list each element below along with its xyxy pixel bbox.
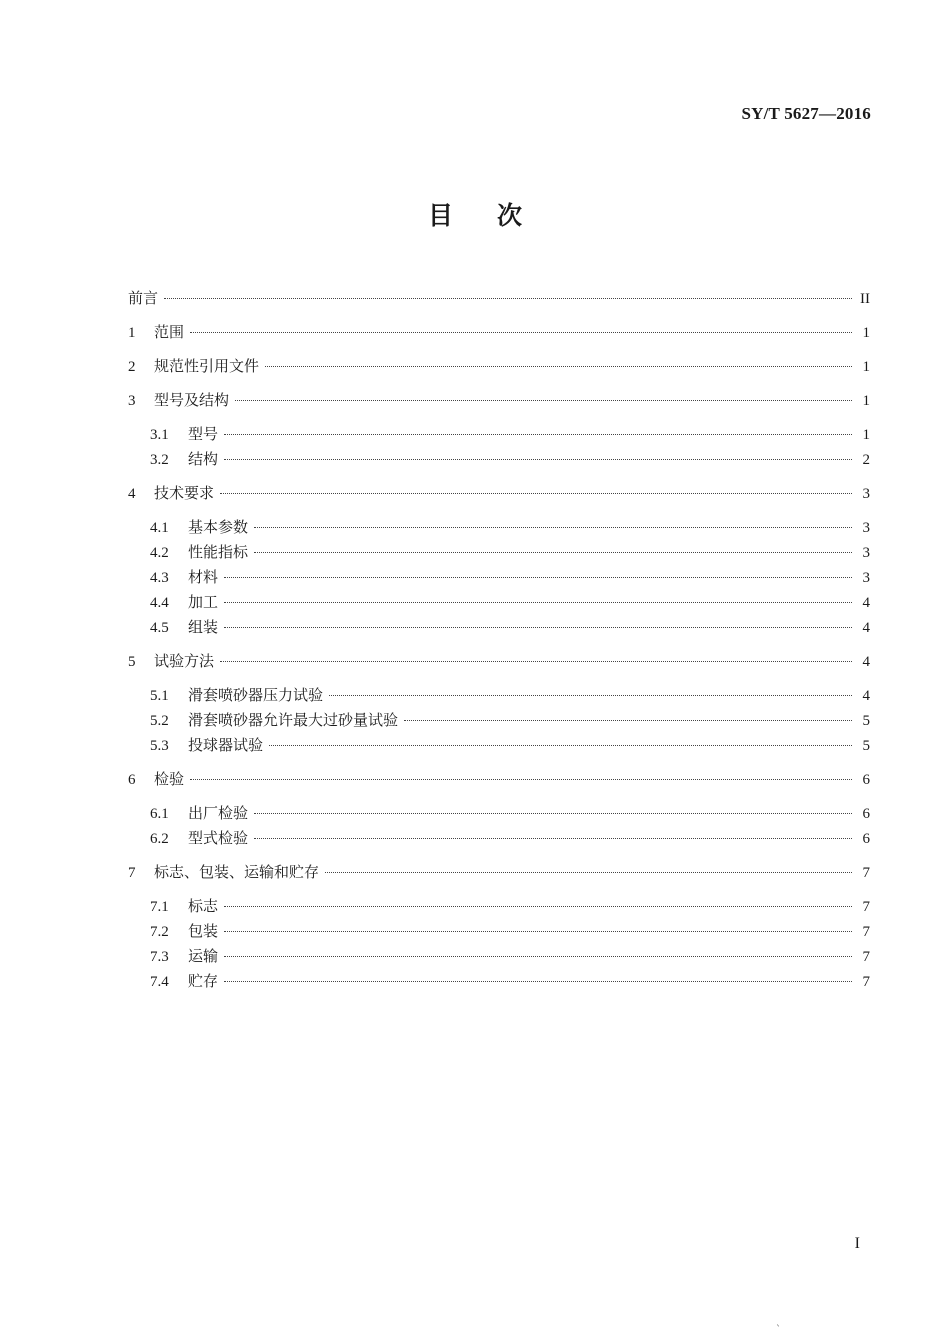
- toc-title-char-1: 目: [427, 201, 453, 230]
- toc-entry-page: 6: [862, 806, 870, 822]
- toc-entry-page: 4: [862, 620, 870, 636]
- toc-entry[interactable]: [128, 354, 870, 379]
- toc-title-char-2: 次: [497, 201, 523, 230]
- dot-leader: [329, 695, 852, 696]
- toc-entry-page: 7: [862, 899, 870, 915]
- toc-entry-label: 滑套喷砂器压力试验: [188, 686, 324, 704]
- toc-entry-label: 材料: [188, 568, 219, 586]
- toc-entry-page: 3: [862, 545, 870, 561]
- toc-entry-label: 检验: [154, 770, 185, 788]
- toc-entry-number: 7.2: [150, 924, 169, 940]
- dot-leader: [164, 298, 852, 299]
- toc-entry-number: 4.1: [150, 520, 169, 536]
- dot-leader: [224, 906, 852, 907]
- toc-entry-label: 加工: [188, 593, 219, 611]
- dot-leader: [224, 981, 852, 982]
- toc-entry-label: 结构: [188, 450, 219, 468]
- toc-entry-number: 6.1: [150, 806, 169, 822]
- toc-entry[interactable]: [128, 801, 870, 826]
- toc-entry-label: 投球器试验: [188, 736, 264, 754]
- toc-entry-label: 前言: [128, 289, 159, 307]
- toc-entry-page: 7: [862, 865, 870, 881]
- dot-leader: [224, 627, 852, 628]
- toc-entry-number: 3.2: [150, 452, 169, 468]
- toc-entry-label: 基本参数: [188, 518, 249, 536]
- toc-entry-number: 4.4: [150, 595, 169, 611]
- toc-entry-label: 标志、包装、运输和贮存: [154, 863, 320, 881]
- toc-entry[interactable]: [128, 422, 870, 447]
- toc-entry-number: 5: [128, 654, 136, 670]
- toc-entry-page: 4: [862, 654, 870, 670]
- toc-entry-number: 5.1: [150, 688, 169, 704]
- toc-entry-number: 7.1: [150, 899, 169, 915]
- toc-entry-label: 性能指标: [188, 543, 249, 561]
- dot-leader: [224, 602, 852, 603]
- toc-entry-page: 1: [862, 427, 870, 443]
- toc-entry[interactable]: [128, 615, 870, 640]
- toc-entry[interactable]: [128, 860, 870, 885]
- toc-entry[interactable]: [128, 733, 870, 758]
- toc-entry-label: 包装: [188, 922, 219, 940]
- toc-entry-number: 7: [128, 865, 136, 881]
- toc-entry-number: 3.1: [150, 427, 169, 443]
- toc-entry[interactable]: [128, 388, 870, 413]
- dot-leader: [190, 779, 852, 780]
- toc-entry-label: 范围: [154, 323, 185, 341]
- dot-leader: [224, 577, 852, 578]
- toc-entry-label: 规范性引用文件: [154, 357, 260, 375]
- dot-leader: [220, 493, 852, 494]
- toc-entry-page: 1: [862, 359, 870, 375]
- toc-entry-page: 3: [862, 570, 870, 586]
- toc-entry[interactable]: [128, 481, 870, 506]
- toc-entry[interactable]: [128, 649, 870, 674]
- toc-entry-page: 3: [862, 520, 870, 536]
- dot-leader: [254, 838, 852, 839]
- toc-entry[interactable]: [128, 944, 870, 969]
- toc-entry-page: 3: [862, 486, 870, 502]
- toc-entry-page: 4: [862, 595, 870, 611]
- toc-entry-page: 2: [862, 452, 870, 468]
- dot-leader: [404, 720, 852, 721]
- dot-leader: [265, 366, 852, 367]
- toc-entry-label: 运输: [188, 947, 219, 965]
- toc-entry[interactable]: [128, 683, 870, 708]
- toc-entry-page: 5: [862, 738, 870, 754]
- dot-leader: [235, 400, 852, 401]
- dot-leader: [224, 434, 852, 435]
- dot-leader: [224, 459, 852, 460]
- toc-entry[interactable]: [128, 894, 870, 919]
- toc-entry-label: 组装: [188, 618, 219, 636]
- dot-leader: [254, 813, 852, 814]
- toc-entry-label: 贮存: [188, 972, 219, 990]
- toc-entry-page: 4: [862, 688, 870, 704]
- toc-entry-label: 型号及结构: [154, 391, 230, 409]
- toc-entry[interactable]: [128, 447, 870, 472]
- toc-entry-number: 4.3: [150, 570, 169, 586]
- toc-entry[interactable]: [128, 286, 870, 311]
- dot-leader: [190, 332, 852, 333]
- toc-entry-label: 型号: [188, 425, 219, 443]
- dot-leader: [325, 872, 852, 873]
- toc-entry-number: 4.5: [150, 620, 169, 636]
- table-of-contents: [128, 286, 870, 994]
- toc-entry[interactable]: [128, 826, 870, 851]
- toc-entry-page: 6: [862, 831, 870, 847]
- toc-entry-label: 出厂检验: [188, 804, 249, 822]
- toc-entry[interactable]: [128, 969, 870, 994]
- toc-entry-number: 6: [128, 772, 136, 788]
- toc-entry-page: II: [860, 291, 870, 307]
- page-number: I: [854, 1235, 860, 1252]
- toc-entry-number: 5.3: [150, 738, 169, 754]
- toc-entry-label: 滑套喷砂器允许最大过砂量试验: [188, 711, 399, 729]
- toc-entry[interactable]: [128, 320, 870, 345]
- toc-entry-number: 4: [128, 486, 136, 502]
- toc-entry-number: 4.2: [150, 545, 169, 561]
- dot-leader: [269, 745, 852, 746]
- toc-entry-number: 3: [128, 393, 136, 409]
- dot-leader: [254, 552, 852, 553]
- toc-entry[interactable]: [128, 540, 870, 565]
- toc-entry-page: 7: [862, 949, 870, 965]
- dot-leader: [254, 527, 852, 528]
- toc-entry-number: 5.2: [150, 713, 169, 729]
- scan-speck: `: [776, 1325, 781, 1336]
- toc-entry-label: 型式检验: [188, 829, 249, 847]
- toc-entry[interactable]: [128, 767, 870, 792]
- dot-leader: [220, 661, 852, 662]
- toc-entry-number: 2: [128, 359, 136, 375]
- toc-entry-number: 6.2: [150, 831, 169, 847]
- toc-entry-number: 7.4: [150, 974, 169, 990]
- toc-entry-page: 1: [862, 325, 870, 341]
- toc-entry-number: 7.3: [150, 949, 169, 965]
- toc-entry[interactable]: [128, 565, 870, 590]
- toc-entry-page: 1: [862, 393, 870, 409]
- dot-leader: [224, 931, 852, 932]
- toc-entry[interactable]: [128, 919, 870, 944]
- toc-entry-page: 6: [862, 772, 870, 788]
- toc-entry-label: 标志: [188, 897, 219, 915]
- toc-entry[interactable]: [128, 590, 870, 615]
- toc-entry-number: 1: [128, 325, 136, 341]
- toc-entry-page: 7: [862, 924, 870, 940]
- standard-number: SY/T 5627—2016: [741, 104, 871, 123]
- toc-entry[interactable]: [128, 708, 870, 733]
- toc-entry[interactable]: [128, 515, 870, 540]
- toc-entry-label: 技术要求: [154, 484, 215, 502]
- toc-title: [0, 196, 950, 232]
- toc-entry-page: 7: [862, 974, 870, 990]
- toc-entry-label: 试验方法: [154, 652, 215, 670]
- toc-entry-page: 5: [862, 713, 870, 729]
- dot-leader: [224, 956, 852, 957]
